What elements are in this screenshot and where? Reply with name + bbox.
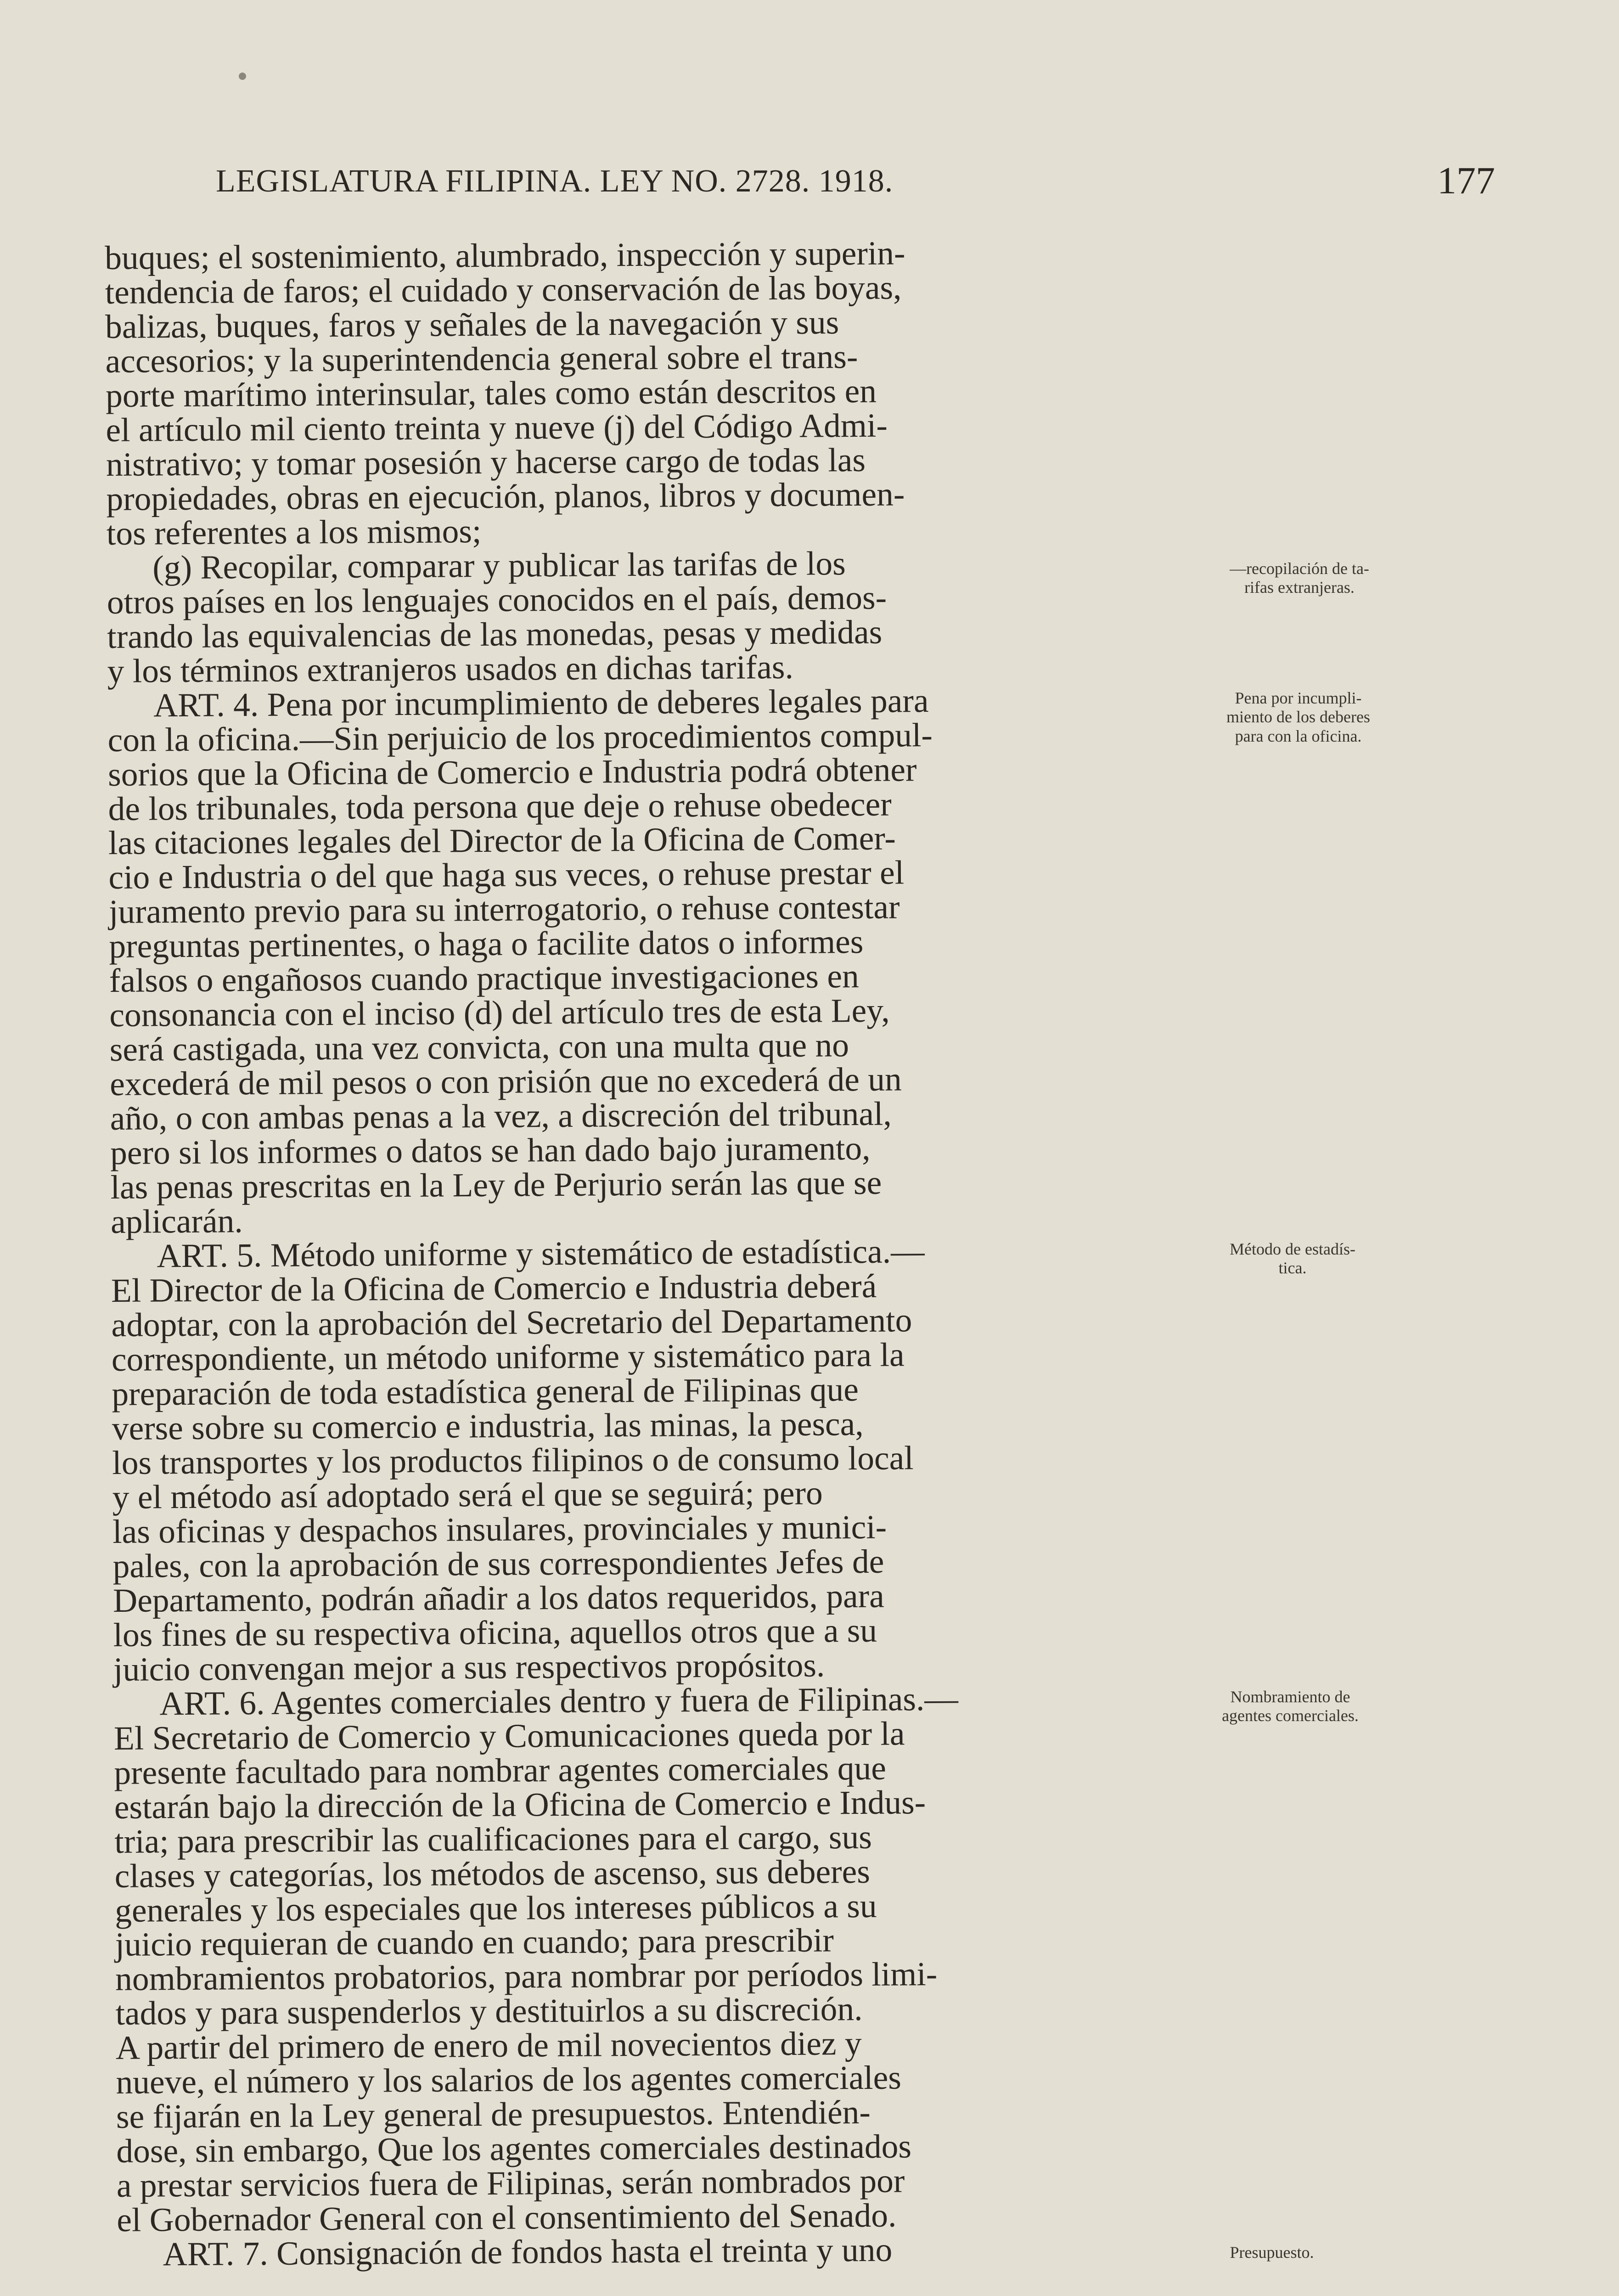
text-line: dose, sin embargo, Que los agentes comerciales destinados [116, 2127, 912, 2170]
text-line: será castigada, una vez convicta, con una multa que no [109, 1026, 849, 1069]
text-line: y el método así adoptado será el que se seguirá; pero [112, 1474, 823, 1516]
text-line: adoptar, con la aprobación del Secretario del Departamento [111, 1301, 912, 1344]
text-line: correspondiente, un método uniforme y sistemático para la [111, 1336, 905, 1378]
text-line: El Director de la Oficina de Comercio e Industria deberá [111, 1267, 877, 1310]
text-line: ART. 4. Pena por incumplimiento de deberes legales para [153, 681, 929, 724]
text-line: nistrativo; y tomar posesión y hacerse cargo de todas las [106, 441, 866, 483]
text-line: pales, con la aprobación de sus correspondientes Jefes de [112, 1542, 884, 1585]
sidenote-line: miento de los deberes [1226, 708, 1370, 726]
sidenote-line: rifas extranjeras. [1244, 578, 1355, 597]
text-line: nombramientos probatorios, para nombrar por períodos limi- [115, 1955, 938, 1998]
sidenote-line: tica. [1278, 1259, 1307, 1277]
sidenote-line: Método de estadís- [1230, 1240, 1355, 1258]
ink-speck [239, 73, 246, 80]
sidenote-metodo [1173, 1240, 1412, 1278]
sidenote-pena [1173, 689, 1423, 746]
text-line: se fijarán en la Ley general de presupuestos. Entendién- [116, 2093, 871, 2136]
text-line: tendencia de faros; el cuidado y conservación de las boyas, [105, 269, 902, 311]
text-line: Departamento, podrán añadir a los datos requeridos, para [112, 1577, 884, 1619]
text-line: presente facultado para nombrar agentes comerciales que [114, 1749, 887, 1791]
text-line: los transportes y los productos filipinos o de consumo local [112, 1439, 914, 1481]
text-line: año, o con ambas penas a la vez, a discreción del tribunal, [110, 1095, 892, 1137]
sidenote-line: para con la oficina. [1235, 726, 1362, 745]
text-line: cio e Industria o del que haga sus veces, o rehuse prestar el [108, 854, 905, 896]
text-line: y los términos extranjeros usados en dichas tarifas. [107, 648, 794, 690]
text-line: aplicarán. [110, 1202, 243, 1241]
sidenote-presupuesto [1194, 2243, 1350, 2262]
page-number: 177 [1437, 159, 1495, 202]
sidenote-line: agentes comerciales. [1222, 1706, 1359, 1725]
text-line: verse sobre su comercio e industria, las minas, la pesca, [112, 1405, 864, 1447]
text-line: las oficinas y despachos insulares, provinciales y munici- [112, 1508, 887, 1550]
text-line: balizas, buques, faros y señales de la navegación y sus [105, 304, 839, 345]
text-line: pero si los informes o datos se han dado bajo juramento, [110, 1130, 871, 1172]
text-line: excederá de mil pesos o con prisión que no excederá de un [109, 1060, 902, 1103]
text-line: juicio convengan mejor a sus respectivos propósitos. [113, 1646, 825, 1688]
text-line: de los tribunales, toda persona que deje o rehuse obedecer [108, 785, 892, 827]
sidenote-recopilacion [1180, 559, 1419, 597]
text-line: nueve, el número y los salarios de los agentes comerciales [116, 2059, 902, 2101]
text-line: preguntas pertinentes, o haga o facilite datos o informes [109, 923, 864, 965]
text-line: trando las equivalencias de las monedas, pesas y medidas [107, 613, 883, 655]
sidenote-line: Pena por incumpli- [1235, 689, 1362, 707]
text-line: consonancia con el inciso (d) del artículo tres de esta Ley, [109, 991, 890, 1034]
text-line: A partir del primero de enero de mil novecientos diez y [115, 2025, 862, 2067]
text-line: porte marítimo interinsular, tales como están descritos en [105, 372, 877, 414]
text-line: tria; para prescribir las cualificaciones para el cargo, sus [114, 1818, 872, 1860]
text-line: estarán bajo la dirección de la Oficina de Comercio e Indus- [114, 1783, 926, 1826]
text-line: las penas prescritas en la Ley de Perjurio serán las que se [110, 1164, 882, 1206]
text-line: tos referentes a los mismos; [106, 512, 482, 552]
sidenote-line: Presupuesto. [1230, 2243, 1314, 2262]
text-line: (g) Recopilar, comparar y publicar las tarifas de los [152, 544, 846, 586]
text-line: generales y los especiales que los intereses públicos a su [114, 1887, 877, 1929]
text-line: propiedades, obras en ejecución, planos, libros y documen- [106, 475, 905, 518]
text-line: El Secretario de Comercio y Comunicaciones queda por la [113, 1715, 905, 1757]
text-line: otros países en los lenguajes conocidos en el país, demos- [107, 579, 887, 621]
text-line: a prestar servicios fuera de Filipinas, serán nombrados por [116, 2162, 905, 2205]
text-line: juicio requieran de cuando en cuando; para prescribir [115, 1921, 834, 1964]
text-line: buques; el sostenimiento, alumbrado, inspección y superin- [104, 234, 905, 276]
text-line: falsos o engañosos cuando practique investigaciones en [109, 957, 859, 1000]
running-head: LEGISLATURA FILIPINA. LEY NO. 2728. 1918. [216, 163, 894, 199]
text-line: ART. 6. Agentes comerciales dentro y fuera de Filipinas.— [159, 1680, 959, 1722]
text-line: el Gobernador General con el consentimiento del Senado. [117, 2196, 897, 2239]
text-line: accesorios; y la superintendencia general sobre el trans- [105, 338, 858, 380]
text-line: los fines de su respectiva oficina, aquellos otros que a su [113, 1611, 877, 1654]
sidenote-line: Nombramiento de [1230, 1688, 1350, 1706]
body-text [105, 235, 1155, 2272]
text-line: las citaciones legales del Director de la Oficina de Comer- [108, 819, 896, 862]
text-line: ART. 7. Consignación de fondos hasta el treinta y uno [163, 2231, 893, 2273]
sidenote-line: —recopilación de ta- [1230, 559, 1369, 578]
text-line: con la oficina.—Sin perjuicio de los procedimientos compul- [107, 716, 933, 759]
sidenote-nombramiento [1162, 1688, 1419, 1726]
text-line: ART. 5. Método uniforme y sistemático de estadística.— [157, 1232, 925, 1275]
text-line: el artículo mil ciento treinta y nueve (j) del Código Admi- [106, 406, 888, 449]
text-line: preparación de toda estadística general de Filipinas que [112, 1370, 859, 1412]
text-line: sorios que la Oficina de Comercio e Industria podrá obtener [107, 750, 917, 793]
text-line: juramento previo para su interrogatorio, o rehuse contestar [108, 888, 900, 931]
text-line: tados y para suspenderlos y destituirlos a su discreción. [115, 1990, 863, 2032]
text-line: clases y categorías, los métodos de ascenso, sus deberes [114, 1852, 871, 1895]
